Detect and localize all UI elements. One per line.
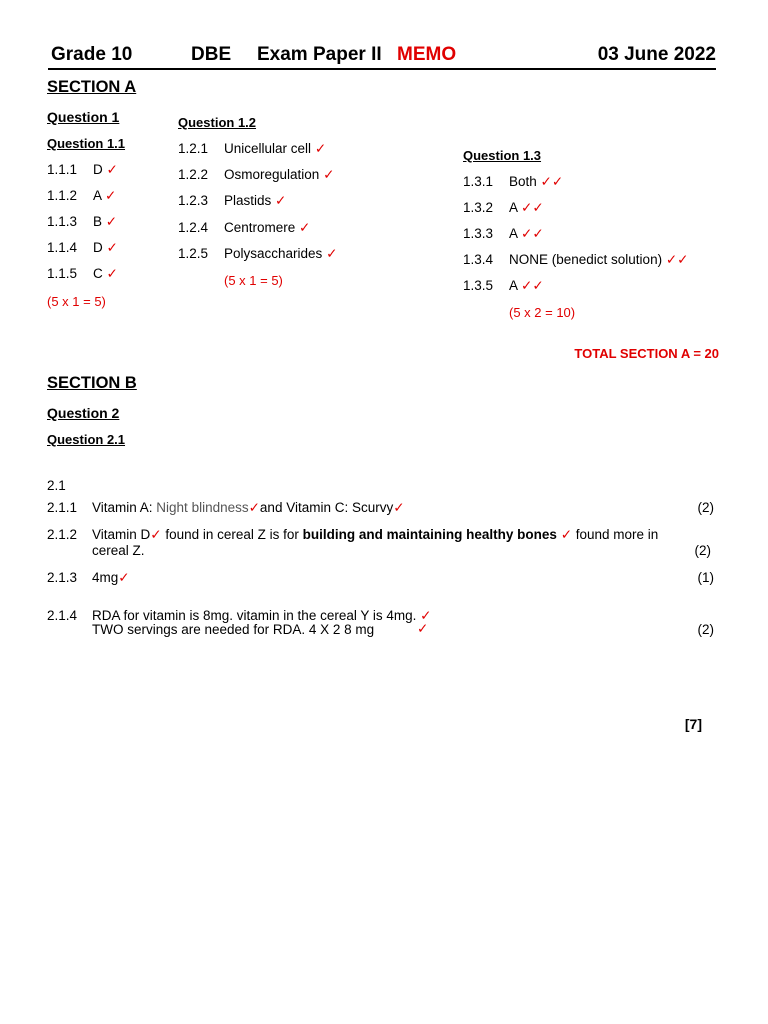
answer-row: 1.2.1 Unicellular cell ✓ — [178, 141, 327, 156]
answer-2-1-2: 2.1.2 Vitamin D✓ found in cereal Z is for building and maintaining healthy bones ✓ found more in — [47, 527, 659, 542]
question-2-1-title: Question 2.1 — [47, 432, 126, 447]
question-1-2-title: Question 1.2 — [178, 115, 257, 130]
answer-2-1-4: 2.1.4 RDA for vitamin is 8mg. vitamin in the cereal Y is 4mg. ✓ — [47, 608, 432, 623]
section-a-total: TOTAL SECTION A = 20 — [574, 346, 719, 361]
page-header — [48, 44, 716, 70]
mark-2-1-4: (2) — [697, 622, 714, 637]
tick-icon: ✓✓ — [665, 252, 689, 267]
tick-icon: ✓ — [106, 266, 118, 281]
question-1-3-total: (5 x 2 = 10) — [509, 305, 576, 320]
answer-row: 1.3.3 A ✓✓ — [463, 226, 544, 241]
tick-icon: ✓ — [150, 527, 162, 542]
mark-2-1-1: (2) — [697, 500, 714, 515]
question-1-1-title: Question 1.1 — [47, 136, 126, 151]
answer-row: 1.1.4 D ✓ — [47, 240, 118, 255]
tick-icon: ✓ — [326, 246, 338, 261]
section-b-total: [7] — [684, 716, 702, 732]
answer-2-1-3: 2.1.3 4mg✓ — [47, 570, 130, 585]
answer-row: 1.1.3 B ✓ — [47, 214, 118, 229]
header-memo: MEMO — [397, 44, 457, 65]
tick-icon: ✓✓ — [521, 226, 544, 241]
tick-icon: ✓ — [106, 162, 118, 177]
answer-row: 1.1.1 D ✓ — [47, 162, 118, 177]
tick-icon: ✓ — [323, 167, 335, 182]
tick-icon: ✓ — [275, 193, 287, 208]
question-1-1-total: (5 x 1 = 5) — [47, 294, 106, 309]
tick-icon: ✓ — [118, 570, 130, 585]
section-b-title: SECTION B — [47, 374, 137, 392]
answer-row: 1.2.3 Plastids ✓ — [178, 193, 287, 208]
section-a-title: SECTION A — [47, 78, 137, 96]
answer-row: 1.3.2 A ✓✓ — [463, 200, 544, 215]
answer-row: 1.2.5 Polysaccharides ✓ — [178, 246, 338, 261]
mark-2-1-2: (2) — [694, 543, 711, 558]
header-paper: Exam Paper II — [257, 44, 382, 65]
answer-row: 1.2.2 Osmoregulation ✓ — [178, 167, 335, 182]
answer-2-1-1: 2.1.1 Vitamin A: Night blindness✓and Vitamin C: Scurvy✓ — [47, 500, 405, 515]
header-date: 03 June 2022 — [597, 44, 716, 65]
answer-row: 1.3.1 Both ✓✓ — [463, 174, 564, 189]
tick-icon: ✓ — [105, 214, 118, 229]
tick-icon: ✓✓ — [521, 200, 544, 215]
question-1-2-total: (5 x 1 = 5) — [224, 273, 283, 288]
tick-icon: ✓ — [314, 141, 327, 156]
tick-icon: ✓ — [105, 188, 117, 203]
answer-2-1-4-line2: TWO servings are needed for RDA. 4 X 2 8 mg — [92, 622, 375, 637]
tick-icon: ✓ — [417, 621, 429, 636]
mark-2-1-3: (1) — [697, 570, 714, 585]
tick-icon: ✓ — [416, 608, 432, 623]
question-2-1-label: 2.1 — [47, 478, 66, 493]
answer-row: 1.1.5 C ✓ — [47, 266, 118, 281]
tick-icon: ✓✓ — [540, 174, 564, 189]
answer-row: 1.3.5 A ✓✓ — [463, 278, 544, 293]
header-grade: Grade 10 — [51, 44, 133, 65]
header-dbe: DBE — [191, 44, 232, 65]
question-1-title: Question 1 — [47, 109, 120, 125]
tick-icon: ✓✓ — [521, 278, 544, 293]
tick-icon: ✓ — [248, 500, 260, 515]
answer-row: 1.1.2 A ✓ — [47, 188, 117, 203]
answer-2-1-2-line2: cereal Z. — [92, 543, 145, 558]
tick-icon: ✓ — [393, 500, 405, 515]
answer-row: 1.2.4 Centromere ✓ — [178, 220, 311, 235]
tick-icon: ✓ — [106, 240, 118, 255]
question-2-title: Question 2 — [47, 405, 120, 421]
tick-icon: ✓ — [299, 220, 311, 235]
question-1-3-title: Question 1.3 — [463, 148, 542, 163]
tick-icon: ✓ — [556, 527, 572, 542]
answer-row: 1.3.4 NONE (benedict solution) ✓✓ — [463, 252, 689, 267]
